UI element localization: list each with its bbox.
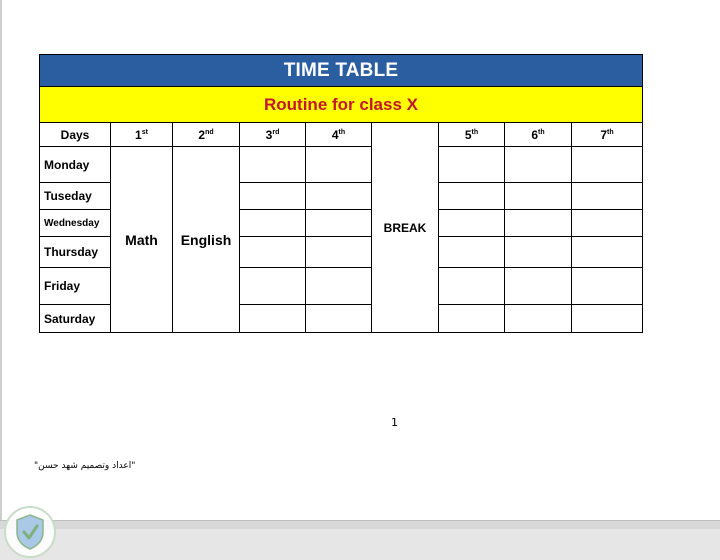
empty-cell: [572, 268, 643, 305]
day-label-thursday: Thursday: [40, 237, 111, 268]
header-period-6: 6th: [505, 123, 572, 147]
empty-cell: [240, 183, 306, 210]
header-row: [40, 123, 643, 147]
header-period-4: 4th: [306, 123, 372, 147]
empty-cell: [439, 305, 505, 333]
empty-cell: [572, 183, 643, 210]
day-label-friday: Friday: [40, 268, 111, 305]
break-cell: BREAK: [372, 123, 439, 333]
day-label-wednesday: Wednesday: [40, 210, 111, 237]
empty-cell: [439, 210, 505, 237]
empty-cell: [306, 183, 372, 210]
empty-cell: [505, 210, 572, 237]
empty-cell: [439, 183, 505, 210]
table-title: TIME TABLE: [40, 55, 643, 87]
empty-cell: [572, 237, 643, 268]
empty-cell: [240, 268, 306, 305]
header-period-1: 1st: [111, 123, 173, 147]
empty-cell: [505, 305, 572, 333]
empty-cell: [505, 183, 572, 210]
header-days: Days: [40, 123, 111, 147]
timetable: [39, 54, 643, 333]
empty-cell: [306, 268, 372, 305]
page-bottom-edge: [0, 520, 720, 529]
empty-cell: [439, 147, 505, 183]
empty-cell: [306, 305, 372, 333]
shield-logo-icon: [3, 505, 57, 559]
header-period-2: 2nd: [173, 123, 240, 147]
empty-cell: [240, 147, 306, 183]
empty-cell: [572, 210, 643, 237]
empty-cell: [306, 147, 372, 183]
empty-cell: [505, 147, 572, 183]
period-2-subject: English: [173, 147, 240, 333]
author-credit: "اعداد وتصميم شهد حسن": [34, 461, 136, 471]
empty-cell: [240, 237, 306, 268]
empty-cell: [505, 268, 572, 305]
empty-cell: [439, 237, 505, 268]
day-label-monday: Monday: [40, 147, 111, 183]
empty-cell: [572, 147, 643, 183]
title-row: [40, 55, 643, 87]
table-row: [40, 147, 643, 183]
empty-cell: [306, 237, 372, 268]
header-period-7: 7th: [572, 123, 643, 147]
empty-cell: [240, 210, 306, 237]
header-period-3: 3rd: [240, 123, 306, 147]
page-number: 1: [391, 416, 398, 429]
header-period-5: 5th: [439, 123, 505, 147]
empty-cell: [306, 210, 372, 237]
subtitle-row: [40, 87, 643, 123]
day-label-tuesday: Tuseday: [40, 183, 111, 210]
period-1-subject: Math: [111, 147, 173, 333]
empty-cell: [572, 305, 643, 333]
table-subtitle: Routine for class X: [40, 87, 643, 123]
empty-cell: [439, 268, 505, 305]
empty-cell: [240, 305, 306, 333]
empty-cell: [505, 237, 572, 268]
day-label-saturday: Saturday: [40, 305, 111, 333]
